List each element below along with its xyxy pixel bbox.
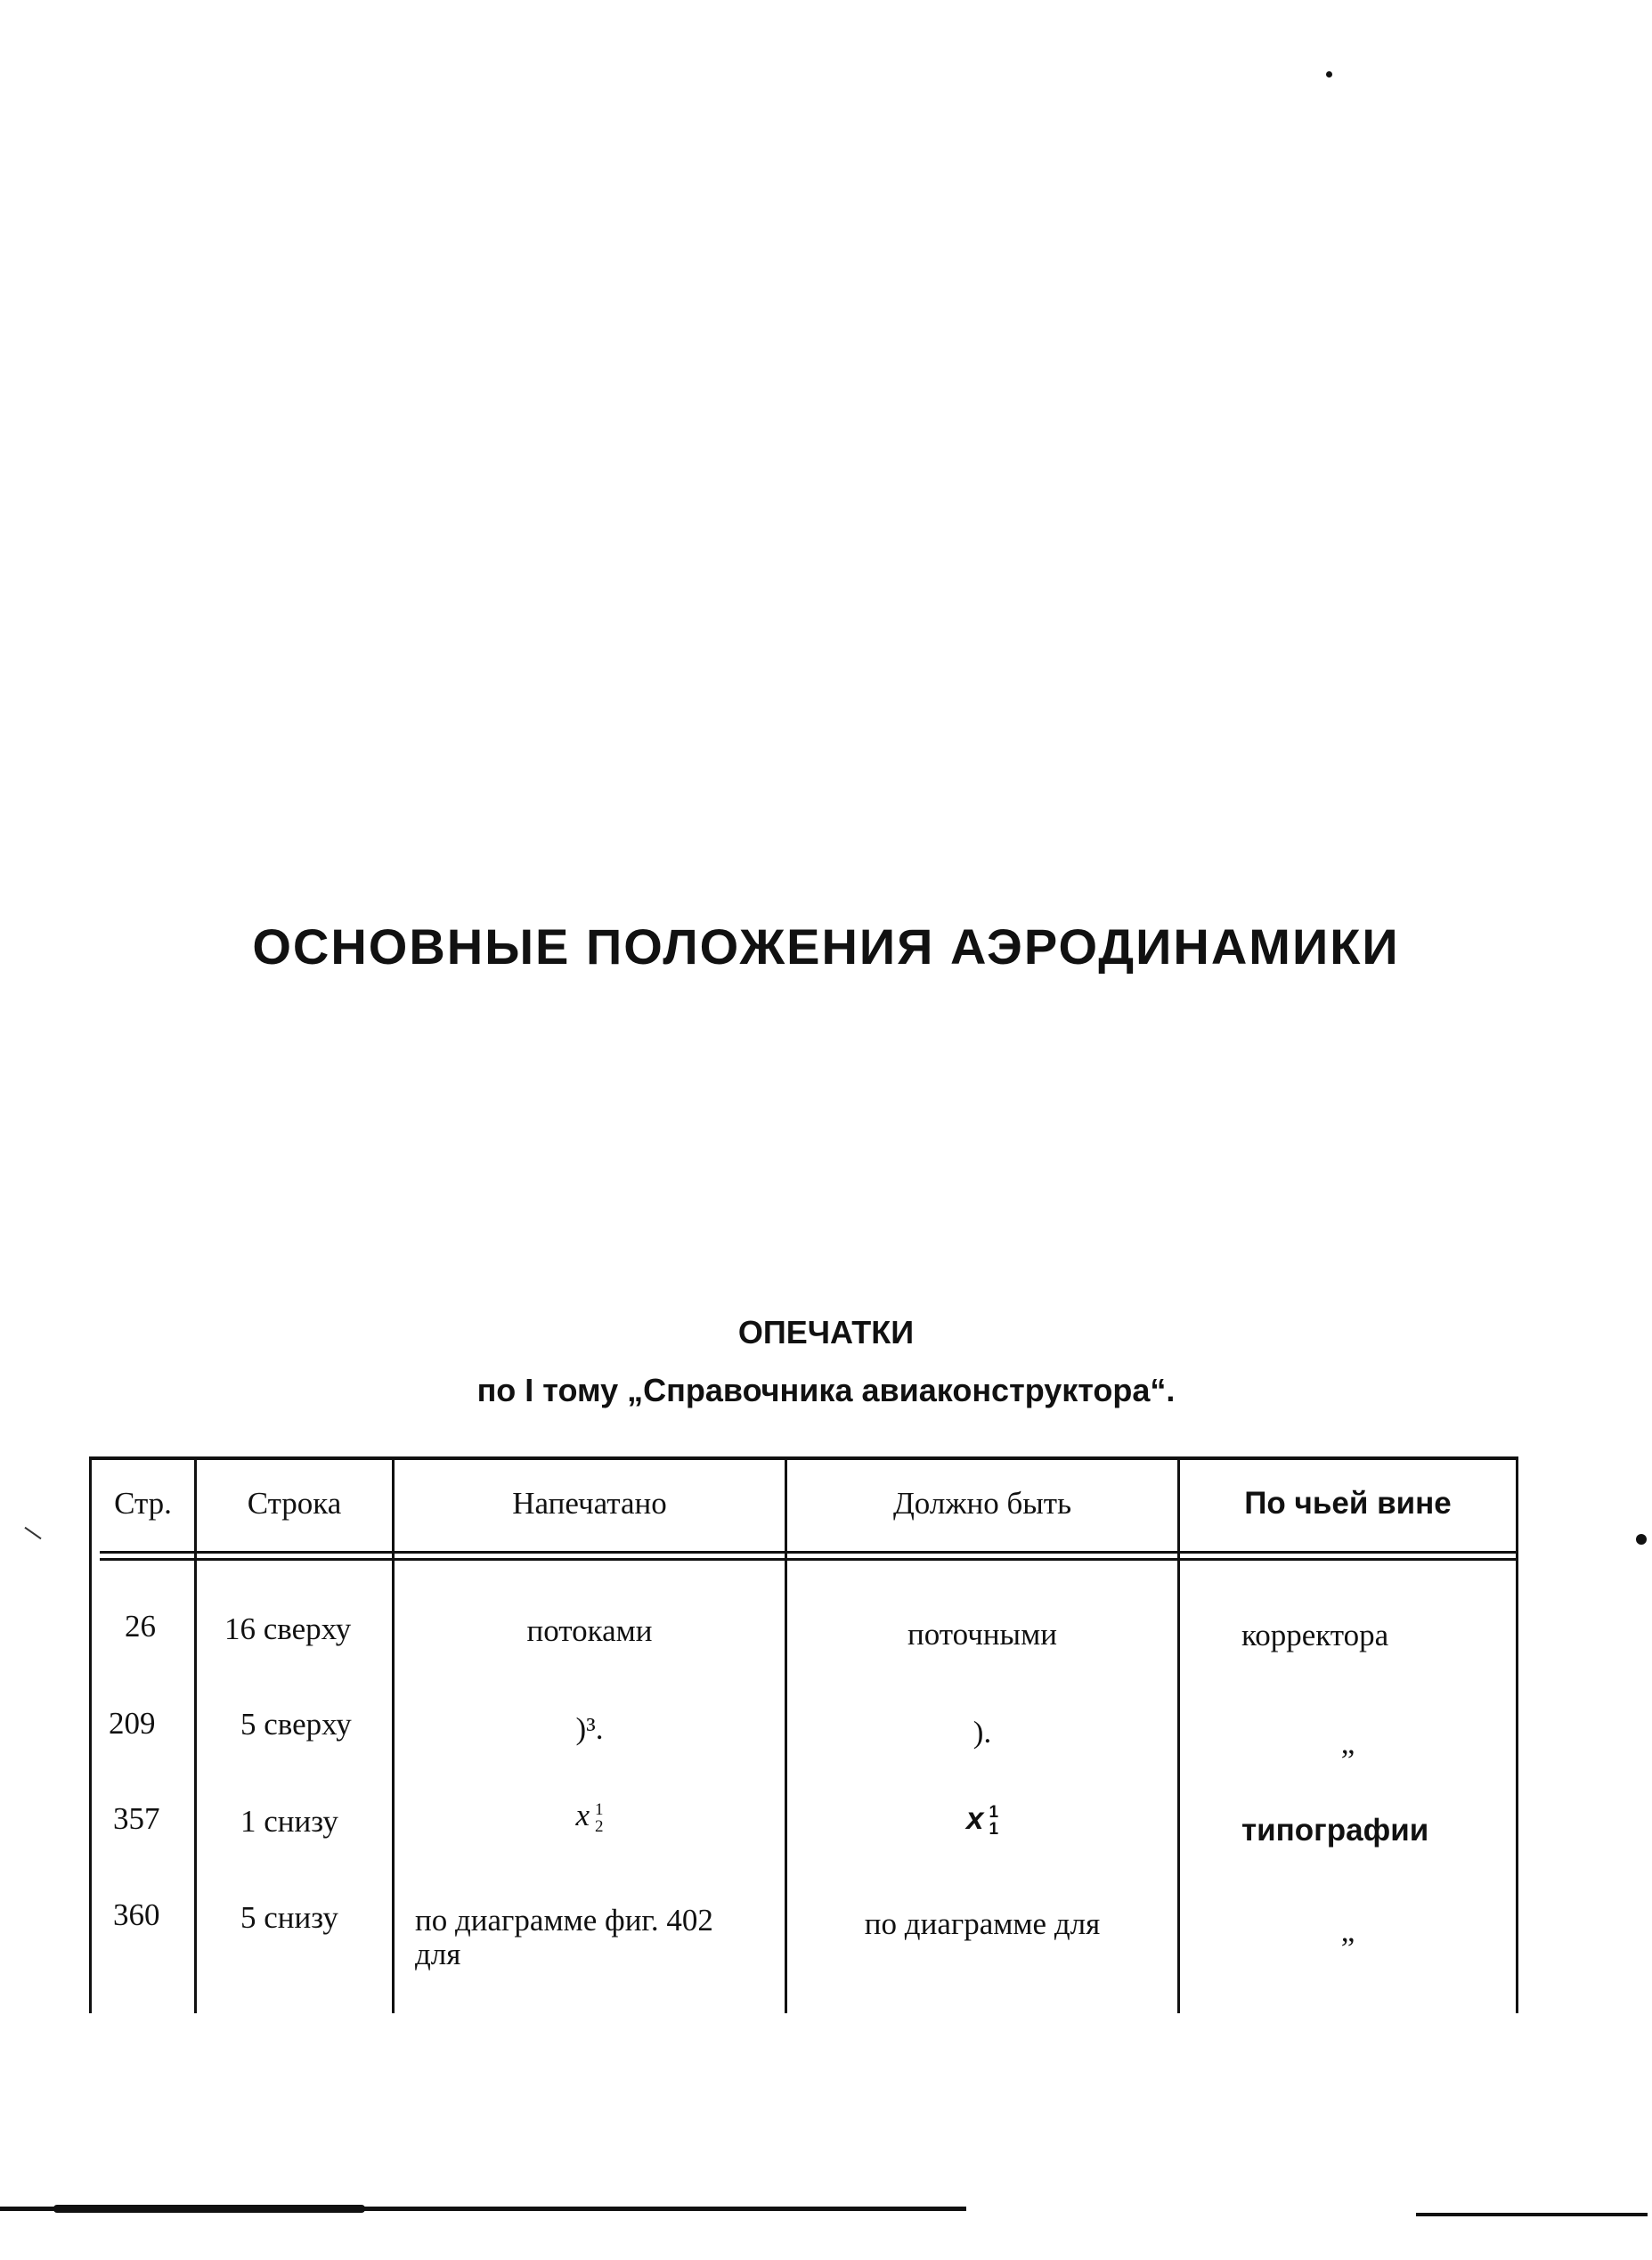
scan-mark: [24, 1527, 41, 1539]
table-row-should-be: [787, 1803, 1177, 1838]
table-row-should-be: поточными: [907, 1617, 1057, 1652]
table-row-printed: потоками: [526, 1613, 653, 1648]
table-row-fault: типографии: [1241, 1813, 1429, 1848]
scan-speck: [1636, 1534, 1647, 1545]
scan-speck: [1326, 71, 1332, 78]
errata-table: [89, 1456, 1518, 2013]
index-bottom: 1: [989, 1819, 999, 1839]
table-row-should-be: ).: [972, 1715, 992, 1750]
table-row-line: 5 сверху: [240, 1707, 352, 1742]
column-header-page: Стр.: [114, 1485, 172, 1521]
column-header-should-be: Должно быть: [892, 1485, 1072, 1521]
table-row-fault: корректора: [1241, 1618, 1389, 1652]
table-row-line: 1 снизу: [240, 1804, 338, 1839]
table-row-printed: )³.: [575, 1711, 604, 1746]
table-row-fault: „: [1340, 1726, 1355, 1760]
table-row-page: 26: [125, 1609, 156, 1644]
table-row-printed-line2: для: [415, 1937, 461, 1971]
errata-subheading: по I тому „Справочника авиаконструктора“.: [476, 1372, 1176, 1408]
header-rule-lower: [100, 1558, 1518, 1561]
math-variable: x: [575, 1798, 590, 1832]
table-row-page: 360: [113, 1897, 160, 1932]
table-row-page: 209: [109, 1706, 156, 1741]
table-row-fault: „: [1340, 1913, 1355, 1948]
bottom-rule-left-thick: [53, 2205, 365, 2213]
table-row-line: 5 снизу: [240, 1900, 338, 1935]
bottom-rule-right: [1416, 2213, 1648, 2216]
column-header-line: Строка: [247, 1485, 342, 1521]
page-title: ОСНОВНЫЕ ПОЛОЖЕНИЯ АЭРОДИНАМИКИ: [252, 918, 1400, 975]
index-top: 1: [595, 1799, 604, 1819]
header-rule-upper: [100, 1551, 1518, 1554]
column-header-printed: Напечатано: [512, 1485, 667, 1521]
table-row-line: 16 сверху: [224, 1611, 352, 1646]
table-row-page: 357: [113, 1801, 160, 1836]
table-row-printed: [395, 1799, 785, 1835]
table-row-should-be: по диаграмме для: [864, 1906, 1101, 1941]
index-bottom: 2: [595, 1816, 604, 1836]
math-variable: x: [965, 1801, 984, 1836]
index-top: 1: [989, 1802, 999, 1822]
errata-heading: ОПЕЧАТКИ: [737, 1314, 915, 1350]
column-header-fault: По чьей вине: [1244, 1485, 1452, 1521]
column-divider: [1516, 1456, 1518, 2013]
index-pair: [595, 1801, 604, 1835]
index-pair: [989, 1804, 998, 1838]
table-row-printed-line1: по диаграмме фиг. 402: [415, 1903, 713, 1938]
